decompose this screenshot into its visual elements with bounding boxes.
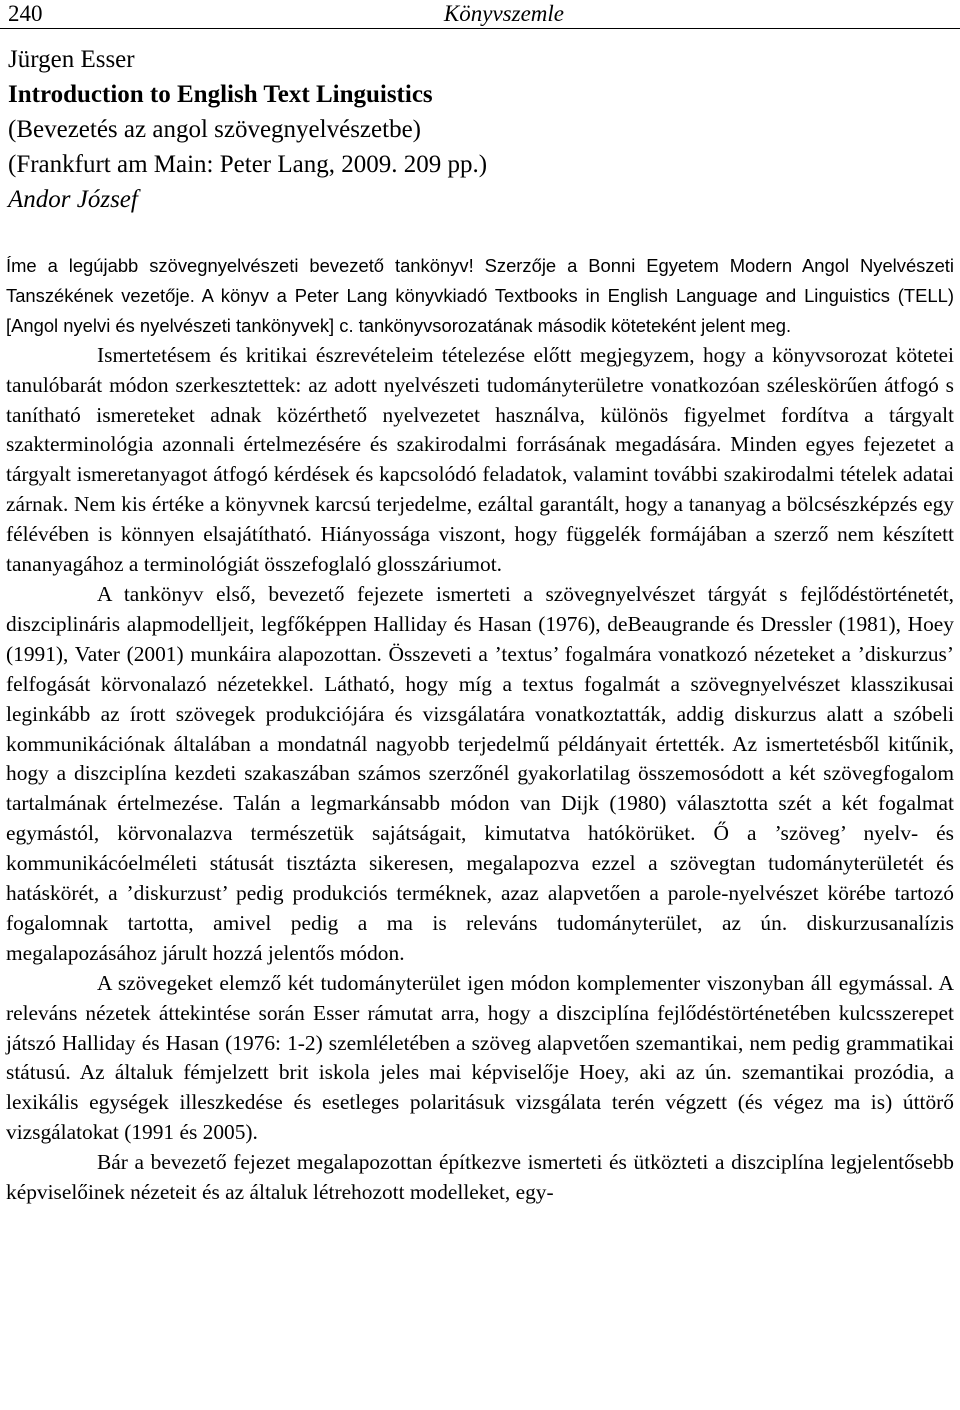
translated-title: (Bevezetés az angol szövegnyelvészetbe) — [8, 116, 421, 143]
book-author: Jürgen Esser — [8, 46, 135, 73]
paragraph-closing: Bár a bevezető fejezet megalapozottan építkezve ismerteti és ütközteti a diszciplína legjelentősebb képviselőinek nézeteit és az általuk létrehozott modelleket, egy- — [6, 1150, 954, 1205]
paragraph-complementary-fields: A szövegeket elemző két tudományterület igen módon komplementer viszonyban áll egymással. A releváns nézetek áttekintése során Esser rámutat arra, hogy a diszciplína fejlődéstörténetében kulcsszerepet játszó Halliday és Hasan (1976: 1-2) szemléletében a szöveg alapvetően szemantikai, nem pedig grammatikai státusú. Az általuk fémjelzett brit iskola jeles mai képviselője Hoey, aki az ún. szemantikai prozódia, a lexikális egységek illeszkedése és esetleges polaritásuk vizsgálata terén végzett (és végez ma is) úttörő vizsgálatokat (1991 és 2005). — [6, 970, 954, 1145]
paragraph-intro: Íme a legújabb szövegnyelvészeti bevezető tankönyv! Szerzője a Bonni Egyetem Modern Angol Nyelvészeti Tanszékének vezetője. A könyv a Peter Lang könyvkiadó Textbooks in English Language and Linguistics (TELL) [Angol nyelvi és nyelvészeti tankönyvek] c. tankönyvsorozatának második köteteként jelent meg. — [6, 255, 954, 336]
paragraph-series-critique: Ismertetésem és kritikai észrevételeim tételezése előtt megjegyzem, hogy a könyvsorozat kötetei tanulóbarát módon szerkesztettek: az adott nyelvészeti tudományterületre vonatkozóan széleskörűen átfogó s tanítható ismereteket adnak közérthető nyelvezetet használva, különös figyelmet fordítva a tárgyalt szakterminológia azonnali értelmezésére és szakirodalmi forrásának megadására. Minden egyes fejezetet a tárgyalt ismeretanyagot átfogó kérdések és kapcsolódó feladatok, valamint további szakirodalmi tételek adatai zárnak. Nem kis értéke a könyvnek karcsú terjedelme, ezáltal garantált, hogy a tananyag a bölcsészképzés egy félévében is könnyen elsajátítható. Hiányossága viszont, hogy függelék formájában a szerző nem készített tananyagához a terminológiát összefoglaló glosszáriumot. — [6, 342, 954, 577]
running-title: Könyvszemle — [443, 1, 564, 26]
paragraph-first-chapter: A tankönyv első, bevezető fejezete ismerteti a szövegnyelvészet tárgyát s fejlődéstörténetét, diszciplináris alapmodelljeit, legfőképpen Halliday és Hasan (1976), deBeaugrande és Dressler (1981), Hoey (1991), Vater (2001) munkáira alapozottan. Összeveti a ’textus’ fogalmára vonatkozó nézeteket a ’diskurzus’ felfogását körvonalazó nézetekkel. Látható, hogy míg a textus fogalmát a szövegnyelvészet klasszikusai leginkább az írott szövegek produkciójára és vizsgálatára vonatkoztatták, addig diskurzus alatt a szóbeli kommunikációnak általában a mondatnál nagyobb terjedelmű példányait értették. Az ismertetésből kitűnik, hogy a diszciplína kezdeti szakaszában számos szerzőnél gyakorlatilag összemosódott a két szövegfogalom tartalmának értelmezése. Talán a legmarkánsabb módon van Dijk (1980) választotta szét a két fogalmat egymástól, körvonalazva természetük sajátságait, kimutatva hatókörüket. Ő a ’szöveg’ nyelv- és kommunikácóelméleti státusát tisztázta sikeresen, megalapozva ezzel a szövegtan tudományterületét és hatáskörét, a ’diskurzust’ pedig produkciós terméknek, azaz alapvetően a parole-nyelvészet körébe tartozó fogalomnak tartotta, amivel pedig a ma is releváns tudományterület, az ún. diskurzusanalízis megalapozásához járult hozzá jelentős módon. — [6, 581, 954, 965]
review-body — [6, 251, 954, 1208]
bibliographic-entry — [8, 42, 952, 217]
running-header — [0, 0, 960, 29]
reviewer-name: Andor József — [8, 186, 138, 213]
publication-info: (Frankfurt am Main: Peter Lang, 2009. 209 pp.) — [8, 151, 488, 178]
book-title: Introduction to English Text Linguistics — [8, 81, 433, 108]
page-number: 240 — [8, 1, 43, 26]
